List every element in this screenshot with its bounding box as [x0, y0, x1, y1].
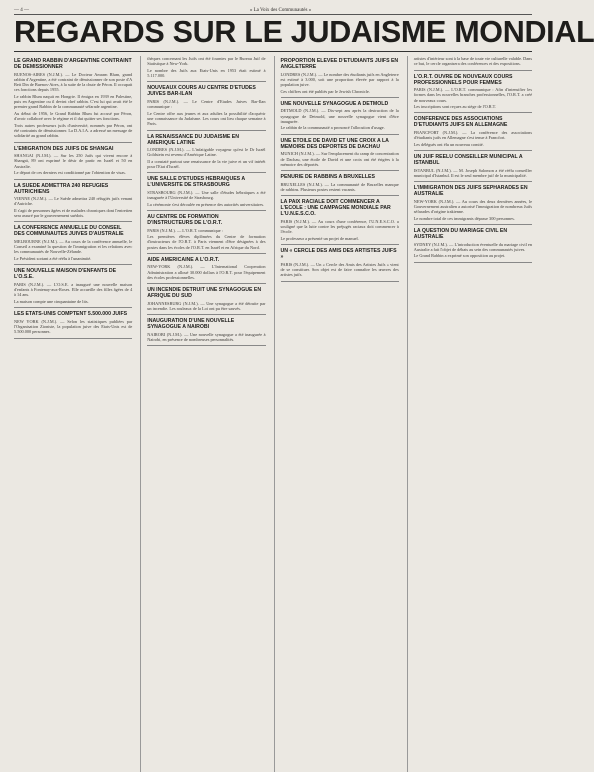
article-paragraph: LONDRES (N.J.M.). — L'infatigable voyageur qu'est le Dr Israël Goldstein est revenu d'Amérique Latine.	[147, 147, 266, 158]
article-separator	[414, 262, 532, 263]
article-title: UN « CERCLE DES AMIS DES ARTISTES JUIFS »	[280, 248, 397, 261]
article-paragraph: BRUXELLES (N.J.M.). — La communauté de Bruxelles manque de rabbins. Plusieurs postes restent vacants.	[280, 181, 399, 192]
article-title: LES ETATS-UNIS COMPTENT 5.500.000 JUIFS	[14, 311, 128, 318]
article-separator	[147, 172, 265, 173]
article	[147, 318, 265, 342]
article-paragraph: MUNICH (N.J.M.). — Sur l'emplacement du camp de concentration de Dachau, une étoile de David et une croix ont été érigées à la mémoire des déportés.	[280, 151, 399, 167]
article	[414, 116, 532, 147]
column	[274, 56, 399, 772]
article-paragraph: artistes d'intérieur sont à la base de toute vie culturelle valable. Dans ce but, le cercle organisera des conférences et des expositions.	[413, 56, 532, 67]
article-paragraph: NAIROBI (N.J.M.). — Une nouvelle synagogue a été inaugurée à Nairobi, en présence de nombreuses personnalités.	[147, 331, 266, 343]
article-paragraph: Le rabbin Blum naquit en Hongrie. Il émigra en 1939 en Palestine, puis en Argentine ou il devint chef rabbin. C'est lui qui avait été le premier grand Rabbin de la communauté séfarade argentine.	[14, 93, 133, 110]
article-paragraph: PARIS (N.J.M.). — L'O.S.E. a inauguré une nouvelle maison d'enfants à Fontenay-aux-Roses. Elle accueille des filles âgées de 4 à 14 ans.	[14, 281, 133, 298]
article-paragraph: JOHANNESBURG (N.J.M.). — Une synagogue a été détruite par un incendie. Les rouleaux de la Loi ont pu être sauvés.	[147, 300, 266, 312]
article-separator	[281, 281, 399, 282]
article	[281, 101, 399, 131]
article-separator	[14, 179, 132, 180]
article-paragraph: Le Centre offre aux jeunes et aux adultes la possibilité d'acquérir une connaissance du Judaïsme. Les cours ont lieu chaque semaine à Paris.	[147, 110, 266, 127]
article-title: UNE ETOILE DE DAVID ET UNE CROIX A LA MEMOIRE DES DEPORTES DE DACHAU	[280, 137, 389, 150]
article-separator	[14, 307, 132, 308]
article-title: LE GRAND RABBIN D'ARGENTINE CONTRAINT DE DEMISSIONNER	[14, 58, 132, 70]
article-separator	[14, 338, 132, 339]
article	[14, 183, 132, 219]
article	[14, 225, 132, 261]
article	[14, 58, 132, 139]
article-paragraph: PARIS (N.J.M.). — L'O.R.T. communique : Afin d'intensifier les formes dans les nouvelles branches professionnelles, l'O.R.T. a créé de nouveaux cours.	[413, 87, 532, 103]
article-title: NOUVEAUX COURS AU CENTRE D'ETUDES JUIVES BAR-ILAN	[147, 85, 256, 98]
article	[414, 154, 532, 178]
article	[147, 56, 265, 78]
article-paragraph: PARIS (N.J.M.). — Le Centre d'Etudes Juives Bar-Ilan communique :	[147, 98, 266, 110]
article-paragraph: DETMOLD (N.J.M.). — Dix-sept ans après la destruction de la synagogue de Detmold, une nouvelle synagogue vient d'être inaugurée.	[280, 108, 399, 124]
article-title: INAUGURATION D'UNE NOUVELLE SYNAGOGUE A NAIROBI	[147, 318, 235, 331]
article-title: L'EMIGRATION DES JUIFS DE SHANGAI	[14, 145, 114, 152]
article-separator	[281, 170, 399, 171]
article-paragraph: Les délégués ont élu un nouveau comité.	[413, 141, 484, 147]
article-separator	[147, 81, 265, 82]
article-title: CONFERENCE DES ASSOCIATIONS D'ETUDIANTS JUIFS EN ALLEMAGNE	[413, 116, 508, 129]
article	[147, 287, 265, 311]
article	[414, 74, 532, 110]
article-separator	[281, 134, 399, 135]
article	[14, 146, 132, 176]
article-title: LA SUEDE ADMETTRA 240 REFUGIES AUTRICHIENS	[14, 182, 109, 195]
article-title: UNE NOUVELLE MAISON D'ENFANTS DE L'O.S.E.	[14, 268, 117, 281]
article-title: UN INCENDIE DETRUIT UNE SYNAGOGUE EN AFRIQUE DU SUD	[147, 287, 262, 300]
article-title: PENURIE DE RABBINS A BRUXELLES	[280, 174, 375, 181]
article-title: LA PAIX RACIALE DOIT COMMENCER A L'ECOLE : UNE CAMPAGNE MONDIALE PAR L'U.N.E.S.C.O.	[280, 199, 391, 218]
column	[14, 56, 132, 772]
article	[281, 138, 399, 167]
article-paragraph: La cérémonie s'est déroulée en présence des autorités universitaires.	[147, 201, 265, 207]
article-paragraph: Le nombre des Juifs aux Etats-Unis en 1953 était estimé à 5.117.000.	[147, 67, 266, 79]
columns-container	[14, 56, 532, 772]
article-separator	[14, 142, 132, 143]
article-title: LA RENAISSANCE DU JUDAISME EN AMERIQUE LATINE	[147, 133, 240, 146]
article-paragraph: Le départ de ces derniers est conditionné par l'obtention de visas.	[14, 170, 126, 176]
article	[147, 257, 265, 280]
article-paragraph: Le rabbin de la communauté a prononcé l'allocution d'usage.	[280, 125, 385, 131]
journal-name: « La Voix des Communautés »	[249, 7, 312, 13]
article-separator	[147, 253, 265, 254]
article-paragraph: NEW YORK (N.J.M.). — Selon les statistiques publiées par l'Organisation Zioniste, la population juive des Etats-Unis est de 5.500.000 personnes.	[14, 318, 133, 335]
article-paragraph: Le nombre total de ces immigrants dépasse 300 personnes.	[413, 215, 515, 221]
article-separator	[414, 70, 532, 71]
article-separator	[281, 244, 399, 245]
article-title: L'IMMIGRATION DES JUIFS SEPHARADES EN AUSTRALIE	[413, 185, 528, 198]
article-paragraph: STRASBOURG (N.J.M.). — Une salle d'études hébraïques a été inaugurée à l'Université de Strasbourg.	[147, 189, 266, 201]
article-paragraph: Il s'agit de personnes âgées et de malades chroniques dont l'entretien sera assuré par le gouvernement suédois.	[14, 207, 133, 219]
article	[281, 248, 399, 277]
article-paragraph: FRANCFORT (N.J.M.). — La conférence des associations d'étudiants juifs en Allemagne s'est tenue à Francfort.	[413, 129, 532, 141]
article-paragraph: NEW-YORK (N.J.M.). — L'International Cooperation Administration a alloué 30.000 dollars à l'O.R.T. pour l'équipement des écoles professionnelles.	[147, 264, 266, 280]
article-paragraph: MELBOURNE (N.J.M.). — Au cours de la conférence annuelle, le Conseil a examiné la question de l'immigration et les relations avec les communautés de Nouvelle-Zélande.	[14, 238, 133, 255]
article-title: UNE SALLE D'ETUDES HEBRAIQUES A L'UNIVERSITE DE STRASBOURG	[147, 176, 245, 189]
article-title: AIDE AMERICAINE A L'O.R.T.	[147, 256, 220, 263]
article-paragraph: Il a constaté partout une renaissance de la vie juive et un vif intérêt pour l'Etat d'Israël.	[147, 158, 266, 170]
column	[407, 56, 532, 772]
article	[414, 185, 532, 221]
article	[147, 134, 265, 170]
page-header-line	[14, 6, 532, 15]
article	[14, 268, 132, 304]
article-paragraph: VIENNE (N.J.M.). — Le Suède admettra 240 réfugiés juifs venant d'Autriche.	[14, 196, 133, 207]
article-paragraph: PARIS (N.J.M.). — Au cours d'une conférence, l'U.N.E.S.C.O. a souligné que la lutte contre les préjugés raciaux doit commencer à l'école.	[280, 218, 399, 235]
article	[147, 85, 265, 126]
article	[414, 56, 532, 67]
article-paragraph: Trois autres professeurs juifs d'université, nommés par Péron, ont été contraints de démissionner. La D.A.I.A. a adressé un message de solidarité au grand rabbin.	[14, 122, 133, 139]
article-separator	[14, 264, 132, 265]
article-separator	[414, 224, 532, 225]
article-paragraph: Ces chiffres ont été publiés par le Jewish Chronicle.	[280, 88, 370, 94]
article-separator	[414, 181, 532, 182]
article-paragraph: LONDRES (N.J.M.). — Le nombre des étudiants juifs en Angleterre est estimé à 3.000, soit une proportion élevée par rapport à la population juive.	[280, 71, 399, 88]
article-paragraph: Le Grand Rabbin a exprimé son opposition au projet.	[413, 253, 506, 259]
article-paragraph: PARIS (N.J.M.). — Un « Cercle des Amis des Artistes Juifs » vient de se constituer. Son objet est de faire connaître les œuvres des artistes juifs.	[280, 261, 399, 278]
article-title: L'O.R.T. OUVRE DE NOUVEAUX COURS PROFESSIONNELS POUR FEMMES	[413, 73, 513, 86]
article-separator	[147, 283, 265, 284]
article	[414, 228, 532, 259]
article-paragraph: NEW-YORK (N.J.M.). — Au cours des deux dernières années, le Gouvernement australien a autorisé l'immigration de nombreux Juifs séfarades d'origine irakienne.	[413, 198, 532, 215]
article-paragraph: BUENOS-AIRES (N.J.M.). — Le Docteur Amram Blum, grand rabbin d'Argentine, a été contraint de démissionner de son poste d'A Beit Din de Buenos-Aires, à la suite de la chute de Péron. Il occupait ces fonctions depuis 1955.	[14, 71, 133, 93]
article-paragraph: La maison compte une cinquantaine de lits.	[14, 298, 89, 304]
article	[147, 176, 265, 207]
article-title: UNE NOUVELLE SYNAGOGUE A DETMOLD	[280, 100, 389, 107]
article-separator	[147, 314, 265, 315]
article-title: LA QUESTION DU MARIAGE CIVIL EN AUSTRALIE	[413, 228, 508, 241]
article-title: LA CONFERENCE ANNUELLE DU CONSEIL DES COMMUNAUTES JUIVES D'AUSTRALIE	[14, 225, 124, 238]
article-paragraph: SHANGAI (N.J.M.). — Sur les 250 Juifs qui vivent encore à Shangaï, 89 ont exprimé le désir de partir en Israël et 50 en Australie.	[14, 153, 133, 169]
article-paragraph: Le Président sortant a été réélu à l'unanimité.	[14, 255, 92, 261]
article-paragraph: SYDNEY (N.J.M.). — L'introduction éventuelle du mariage civil en Australie a fait l'objet de débats au sein des communautés juives.	[413, 241, 532, 252]
article-separator	[147, 210, 265, 211]
article-separator	[14, 221, 132, 222]
article-paragraph: ISTANBUL (N.J.M.). — M. Joseph Salomon a été réélu conseiller municipal d'Istanbul. Il est le seul membre juif de la municipalité.	[413, 167, 532, 178]
article-paragraph: thèques concernant les Juifs ont été fournies par le Bureau Juif de Statistique à New-York.	[147, 56, 266, 67]
article	[281, 58, 399, 94]
article-separator	[147, 345, 265, 346]
article-separator	[414, 112, 532, 113]
article-separator	[281, 195, 399, 196]
article-paragraph: Au début de 1956, le Grand Rabbin Blum fut accusé par Péron, d'avoir collaboré avec le régime et il dut quitter ses fonctions.	[14, 110, 133, 122]
article	[281, 174, 399, 192]
article-title: PROPORTION ELEVEE D'ETUDIANTS JUIFS EN ANGLETERRE	[280, 58, 399, 70]
article	[147, 214, 265, 250]
page-title: REGARDS SUR LE JUDAISME MONDIAL	[14, 15, 532, 52]
article-title: UN JUIF REELU CONSEILLER MUNICIPAL A ISTANBUL	[413, 154, 523, 167]
column	[140, 56, 265, 772]
article-separator	[281, 97, 399, 98]
article-paragraph: Le professeur a présenté un projet de manuel.	[280, 235, 359, 241]
article-paragraph: Les inscriptions sont reçues au siège de l'O.R.T.	[413, 104, 497, 110]
article	[281, 199, 399, 241]
article-paragraph: PARIS (N.J.M.). — L'O.R.T. communique :	[147, 227, 223, 233]
article-separator	[414, 150, 532, 151]
article-paragraph: Les premières élèves diplômées du Centre de formation d'instructeurs de l'O.R.T. à Paris viennent d'être désignées à des postes dans les écoles de l'O.R.T. en Israël et en Afrique du Nord.	[147, 233, 266, 250]
article	[14, 311, 132, 334]
article-separator	[147, 130, 265, 131]
article-title: AU CENTRE DE FORMATION D'INSTRUCTEURS DE L'O.R.T.	[147, 214, 223, 226]
page-number: — 4 —	[14, 7, 29, 13]
